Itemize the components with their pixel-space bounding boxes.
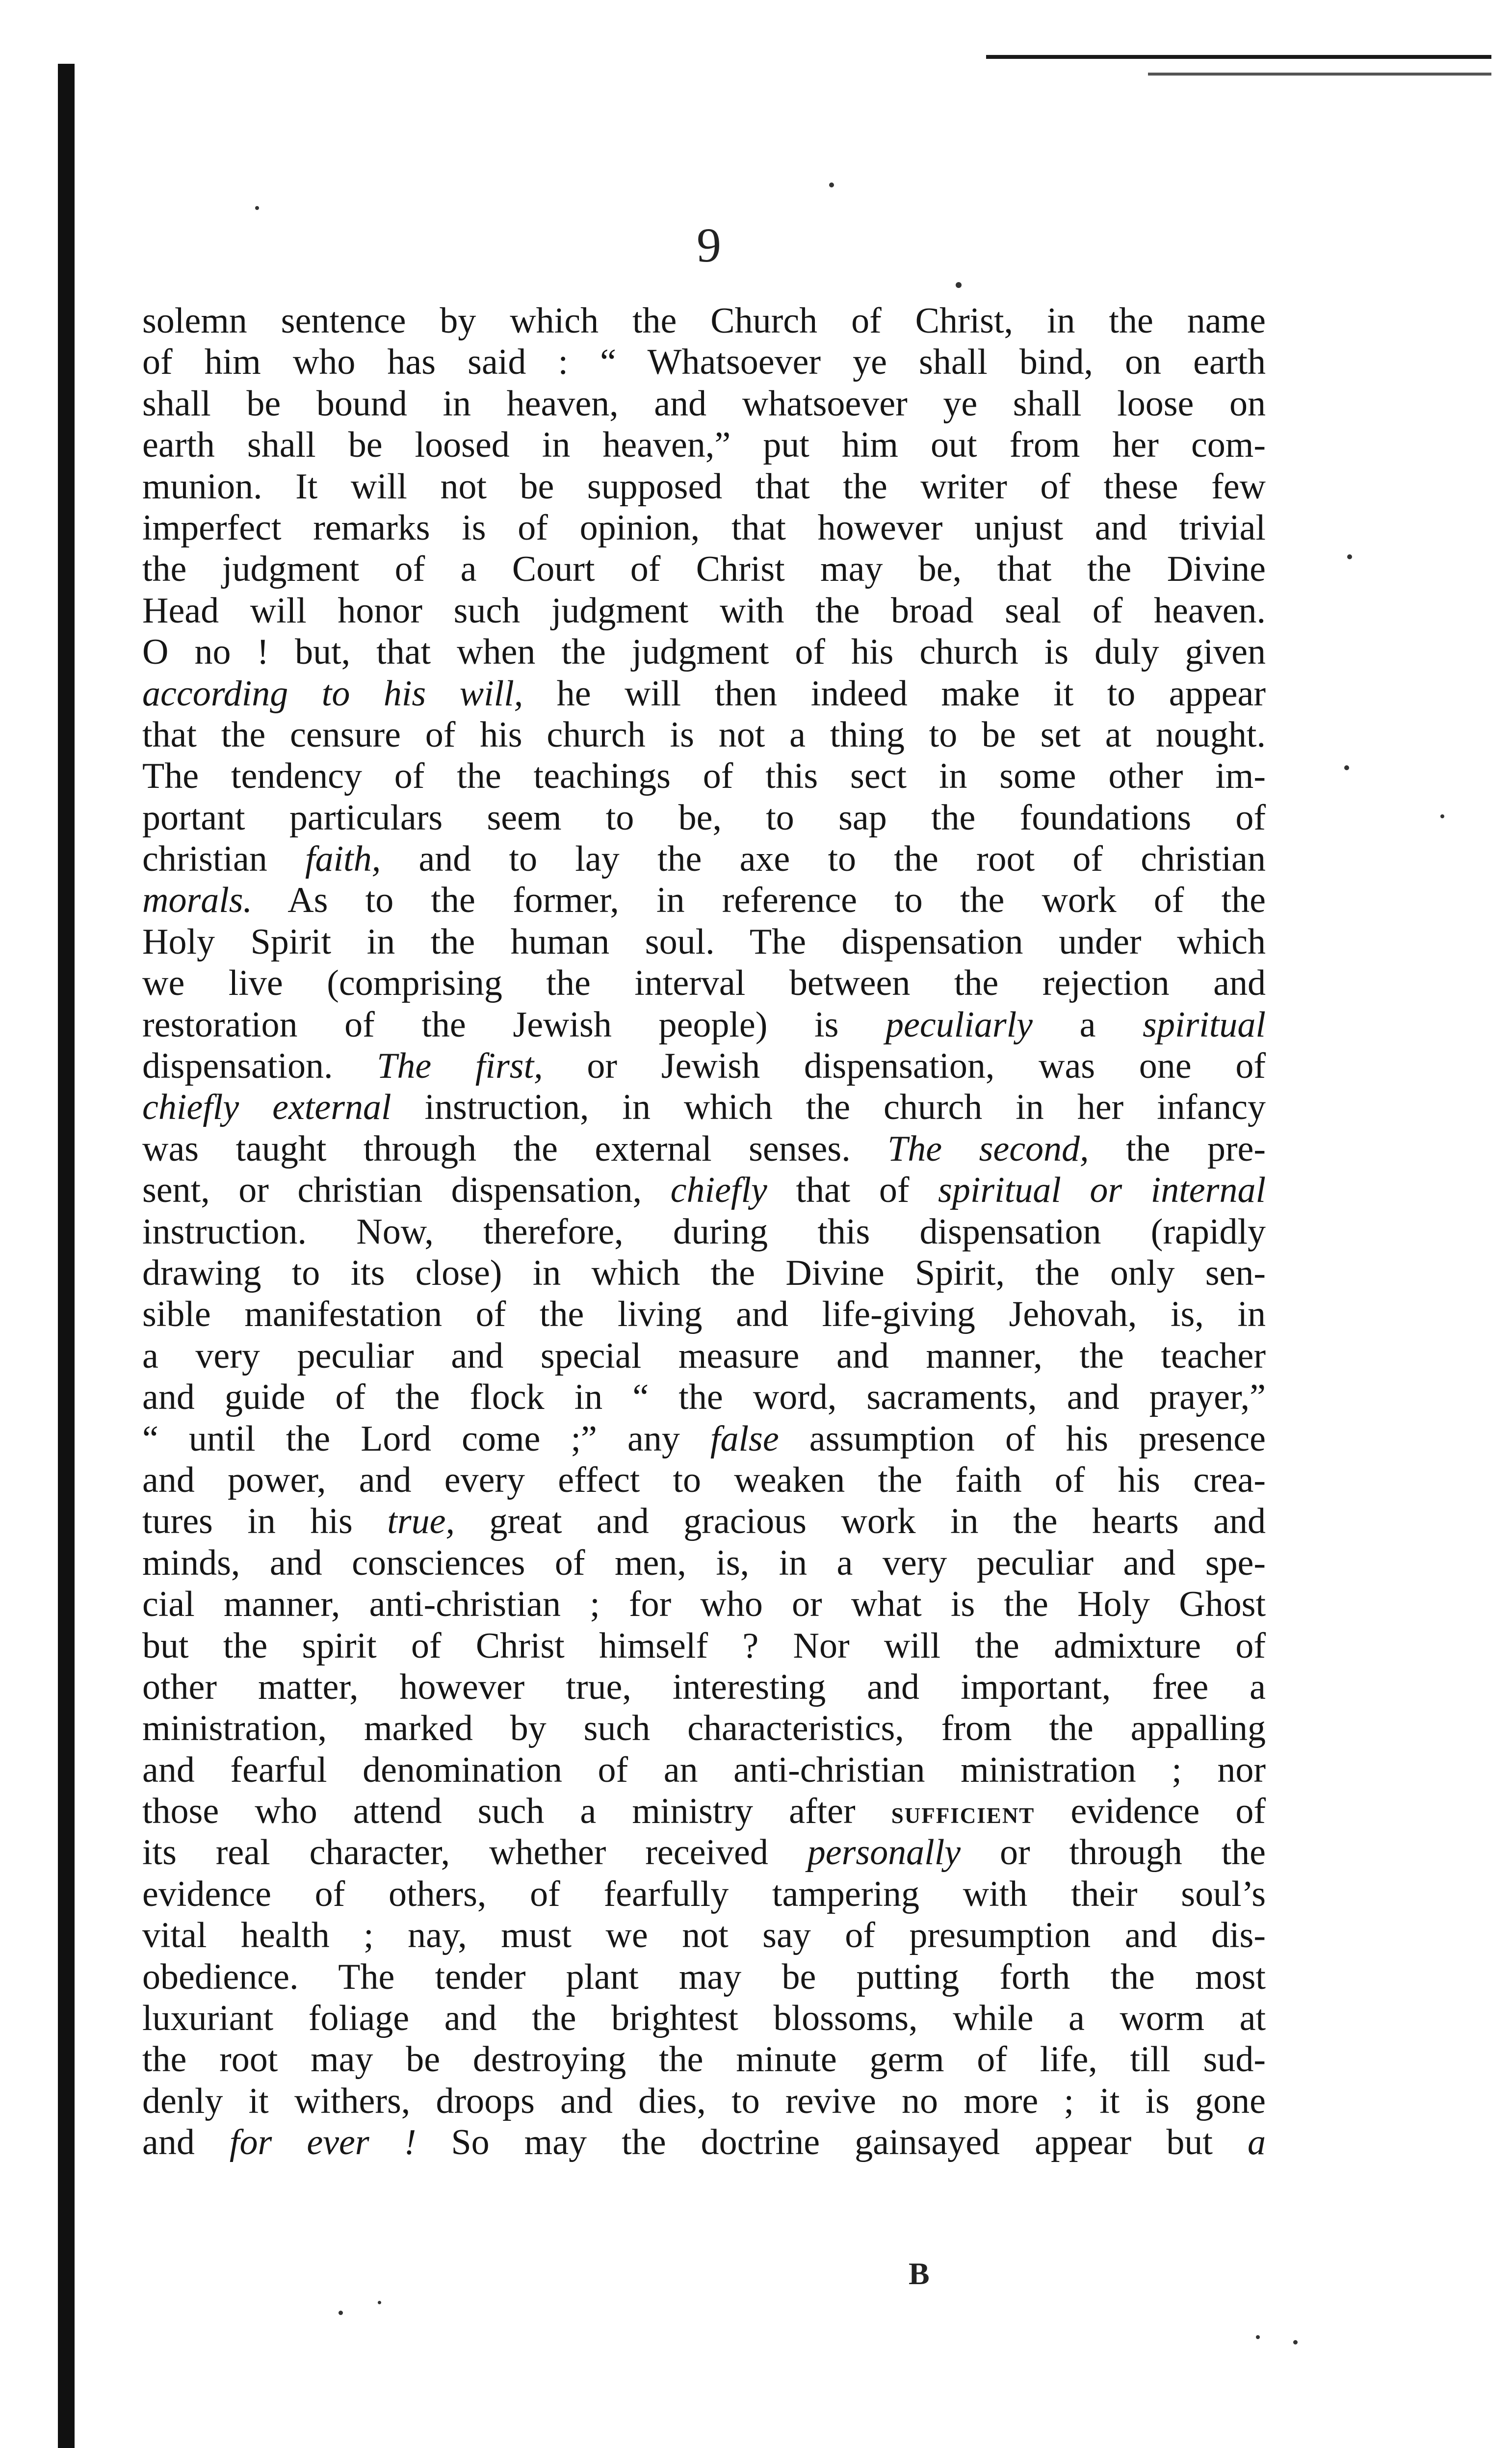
text-run: spiritual or internal: [938, 1170, 1266, 1211]
text-line: [142, 1211, 1266, 1252]
text-run: “ until the Lord come ;” any: [142, 1418, 710, 1459]
scan-speck: [1440, 814, 1444, 818]
text-run: we live (comprising the interval between the rejection and: [142, 963, 1266, 1004]
text-line: [142, 1584, 1266, 1625]
text-line: [142, 1501, 1266, 1542]
text-line: [142, 1087, 1266, 1128]
text-line: [142, 714, 1266, 755]
scan-speck: [829, 182, 834, 187]
scan-speck: [956, 282, 962, 288]
text-run: imperfect remarks is of opinion, that however unjust and trivial: [142, 507, 1266, 548]
text-line: [142, 1542, 1266, 1584]
text-line: [142, 1708, 1266, 1749]
text-run: but the spirit of Christ himself ? Nor will the admixture of: [142, 1625, 1266, 1666]
text-line: [142, 590, 1266, 631]
text-run: christian: [142, 839, 306, 880]
text-run: evidence of others, of fearfully tampering with their soul’s: [142, 1874, 1266, 1914]
text-run: and fearful denomination of an anti-christian ministration ; nor: [142, 1749, 1266, 1790]
text-run: of him who has said : “ Whatsoever ye shall bind, on earth: [142, 342, 1266, 383]
text-line: [142, 383, 1266, 424]
text-line: [142, 1294, 1266, 1335]
text-run: for ever !: [229, 2122, 417, 2163]
text-run: sible manifestation of the living and life-giving Jehovah, is, in: [142, 1294, 1266, 1335]
text-run: cial manner, anti-christian ; for who or what is the Holy Ghost: [142, 1584, 1266, 1625]
scan-speck: [378, 2301, 381, 2304]
text-run: tures in his: [142, 1501, 388, 1542]
text-line: [142, 424, 1266, 466]
text-run: assumption of his presence: [779, 1418, 1266, 1459]
text-run: those who attend such a ministry after: [142, 1791, 891, 1832]
text-line: [142, 466, 1266, 507]
page-number: 9: [697, 218, 721, 272]
text-line: [142, 631, 1266, 673]
text-run: the judgment of a Court of Christ may be, that the Divine: [142, 549, 1266, 590]
text-line: [142, 1377, 1266, 1418]
text-line: [142, 797, 1266, 838]
text-run: O no ! but, that when the judgment of his church is duly given: [142, 632, 1266, 673]
text-run: and: [142, 2122, 230, 2163]
text-run: drawing to its close) in which the Divine Spirit, the only sen-: [142, 1252, 1266, 1293]
text-line: [142, 1335, 1266, 1377]
text-line: [142, 2122, 1266, 2163]
text-line: [142, 1956, 1266, 1998]
text-run: he will then indeed make it to appear: [523, 673, 1266, 714]
text-line: [142, 1749, 1266, 1791]
scan-top-rule: [986, 55, 1491, 59]
text-run: instruction, in which the church in her infancy: [391, 1087, 1266, 1128]
text-run: Holy Spirit in the human soul. The dispensation under which: [142, 921, 1266, 962]
text-line: [142, 1459, 1266, 1501]
text-run: The second,: [887, 1128, 1089, 1169]
text-line: [142, 1418, 1266, 1459]
text-run: morals.: [142, 880, 253, 921]
text-run: its real character, whether received: [142, 1832, 808, 1873]
text-line: [142, 1625, 1266, 1667]
text-line: [142, 838, 1266, 880]
text-line: [142, 1128, 1266, 1170]
scan-speck: [1256, 2335, 1260, 2339]
signature-mark: B: [909, 2256, 930, 2291]
text-run: according to his will,: [142, 673, 523, 714]
text-line: [142, 921, 1266, 963]
text-run: ministration, marked by such characteristics, from the appalling: [142, 1708, 1266, 1749]
text-line: [142, 880, 1266, 921]
text-run: munion. It will not be supposed that the writer of these few: [142, 466, 1266, 507]
text-line: [142, 1045, 1266, 1087]
text-line: [142, 548, 1266, 590]
text-run: chiefly external: [142, 1087, 391, 1128]
text-run: evidence of: [1035, 1791, 1266, 1832]
scan-speck: [255, 206, 259, 210]
text-line: [142, 1252, 1266, 1294]
scan-speck: [1347, 554, 1352, 559]
text-run: obedience. The tender plant may be putting forth the most: [142, 1956, 1266, 1997]
scan-top-rule-faint: [1148, 73, 1491, 76]
scan-speck: [339, 2311, 343, 2315]
text-run: peculiarly: [886, 1004, 1033, 1045]
text-run: faith,: [305, 839, 381, 880]
text-run: shall be bound in heaven, and whatsoever ye shall loose on: [142, 383, 1266, 424]
text-line: [142, 755, 1266, 797]
text-line: [142, 1170, 1266, 1211]
text-run: true,: [387, 1501, 455, 1542]
text-line: [142, 1667, 1266, 1708]
text-run: sufficient: [891, 1795, 1035, 1830]
scan-speck: [1344, 765, 1349, 770]
text-run: restoration of the Jewish people) is: [142, 1004, 886, 1045]
text-line: [142, 300, 1266, 341]
text-line: [142, 2039, 1266, 2080]
text-run: denly it withers, droops and dies, to revive no more ; it is gone: [142, 2081, 1266, 2121]
text-run: a: [1247, 2122, 1266, 2163]
text-run: or Jewish dispensation, was one of: [543, 1046, 1266, 1087]
text-line: [142, 1791, 1266, 1832]
text-line: [142, 1915, 1266, 1956]
text-run: and to lay the axe to the root of christian: [381, 839, 1266, 880]
text-run: As to the former, in reference to the work of the: [252, 880, 1266, 921]
text-run: vital health ; nay, must we not say of presumption and dis-: [142, 1915, 1266, 1956]
text-run: and power, and every effect to weaken the faith of his crea-: [142, 1459, 1266, 1500]
text-run: that of: [767, 1170, 938, 1211]
text-run: the pre-: [1089, 1128, 1266, 1169]
text-run: Head will honor such judgment with the broad seal of heaven.: [142, 590, 1266, 631]
scan-speck: [1293, 2340, 1298, 2344]
text-line: [142, 1004, 1266, 1045]
text-run: a: [1033, 1004, 1143, 1045]
text-line: [142, 1998, 1266, 2039]
text-run: and guide of the flock in “ the word, sacraments, and prayer,”: [142, 1377, 1266, 1418]
text-run: luxuriant foliage and the brightest blossoms, while a worm at: [142, 1998, 1266, 2039]
text-line: [142, 507, 1266, 548]
text-run: earth shall be loosed in heaven,” put him out from her com-: [142, 425, 1266, 466]
text-run: false: [710, 1418, 779, 1459]
scan-gutter-shadow: [58, 64, 75, 2448]
text-run: chiefly: [670, 1170, 767, 1211]
text-run: personally: [807, 1832, 961, 1873]
text-run: other matter, however true, interesting and important, free a: [142, 1667, 1266, 1707]
text-line: [142, 341, 1266, 383]
text-run: sent, or christian dispensation,: [142, 1170, 671, 1211]
text-line: [142, 1832, 1266, 1873]
text-run: portant particulars seem to be, to sap the foundations of: [142, 797, 1266, 838]
body-text: [142, 300, 1266, 2163]
text-run: that the censure of his church is not a thing to be set at nought.: [142, 714, 1266, 755]
text-run: The tendency of the teachings of this sect in some other im-: [142, 756, 1266, 797]
text-run: dispensation.: [142, 1046, 377, 1087]
text-run: spiritual: [1143, 1004, 1266, 1045]
text-run: So may the doctrine gainsayed appear but: [416, 2122, 1248, 2163]
text-run: the root may be destroying the minute germ of life, till sud-: [142, 2039, 1266, 2080]
text-run: solemn sentence by which the Church of Christ, in the name: [142, 301, 1266, 341]
text-run: a very peculiar and special measure and manner, the teacher: [142, 1335, 1266, 1376]
text-run: instruction. Now, therefore, during this dispensation (rapidly: [142, 1211, 1266, 1252]
text-run: minds, and consciences of men, is, in a very peculiar and spe-: [142, 1542, 1266, 1583]
text-line: [142, 2081, 1266, 2122]
text-line: [142, 963, 1266, 1004]
text-run: or through the: [961, 1832, 1266, 1873]
text-run: The first,: [377, 1046, 543, 1087]
text-line: [142, 1874, 1266, 1915]
text-run: great and gracious work in the hearts and: [454, 1501, 1266, 1542]
text-line: [142, 673, 1266, 714]
text-run: was taught through the external senses.: [142, 1128, 888, 1169]
